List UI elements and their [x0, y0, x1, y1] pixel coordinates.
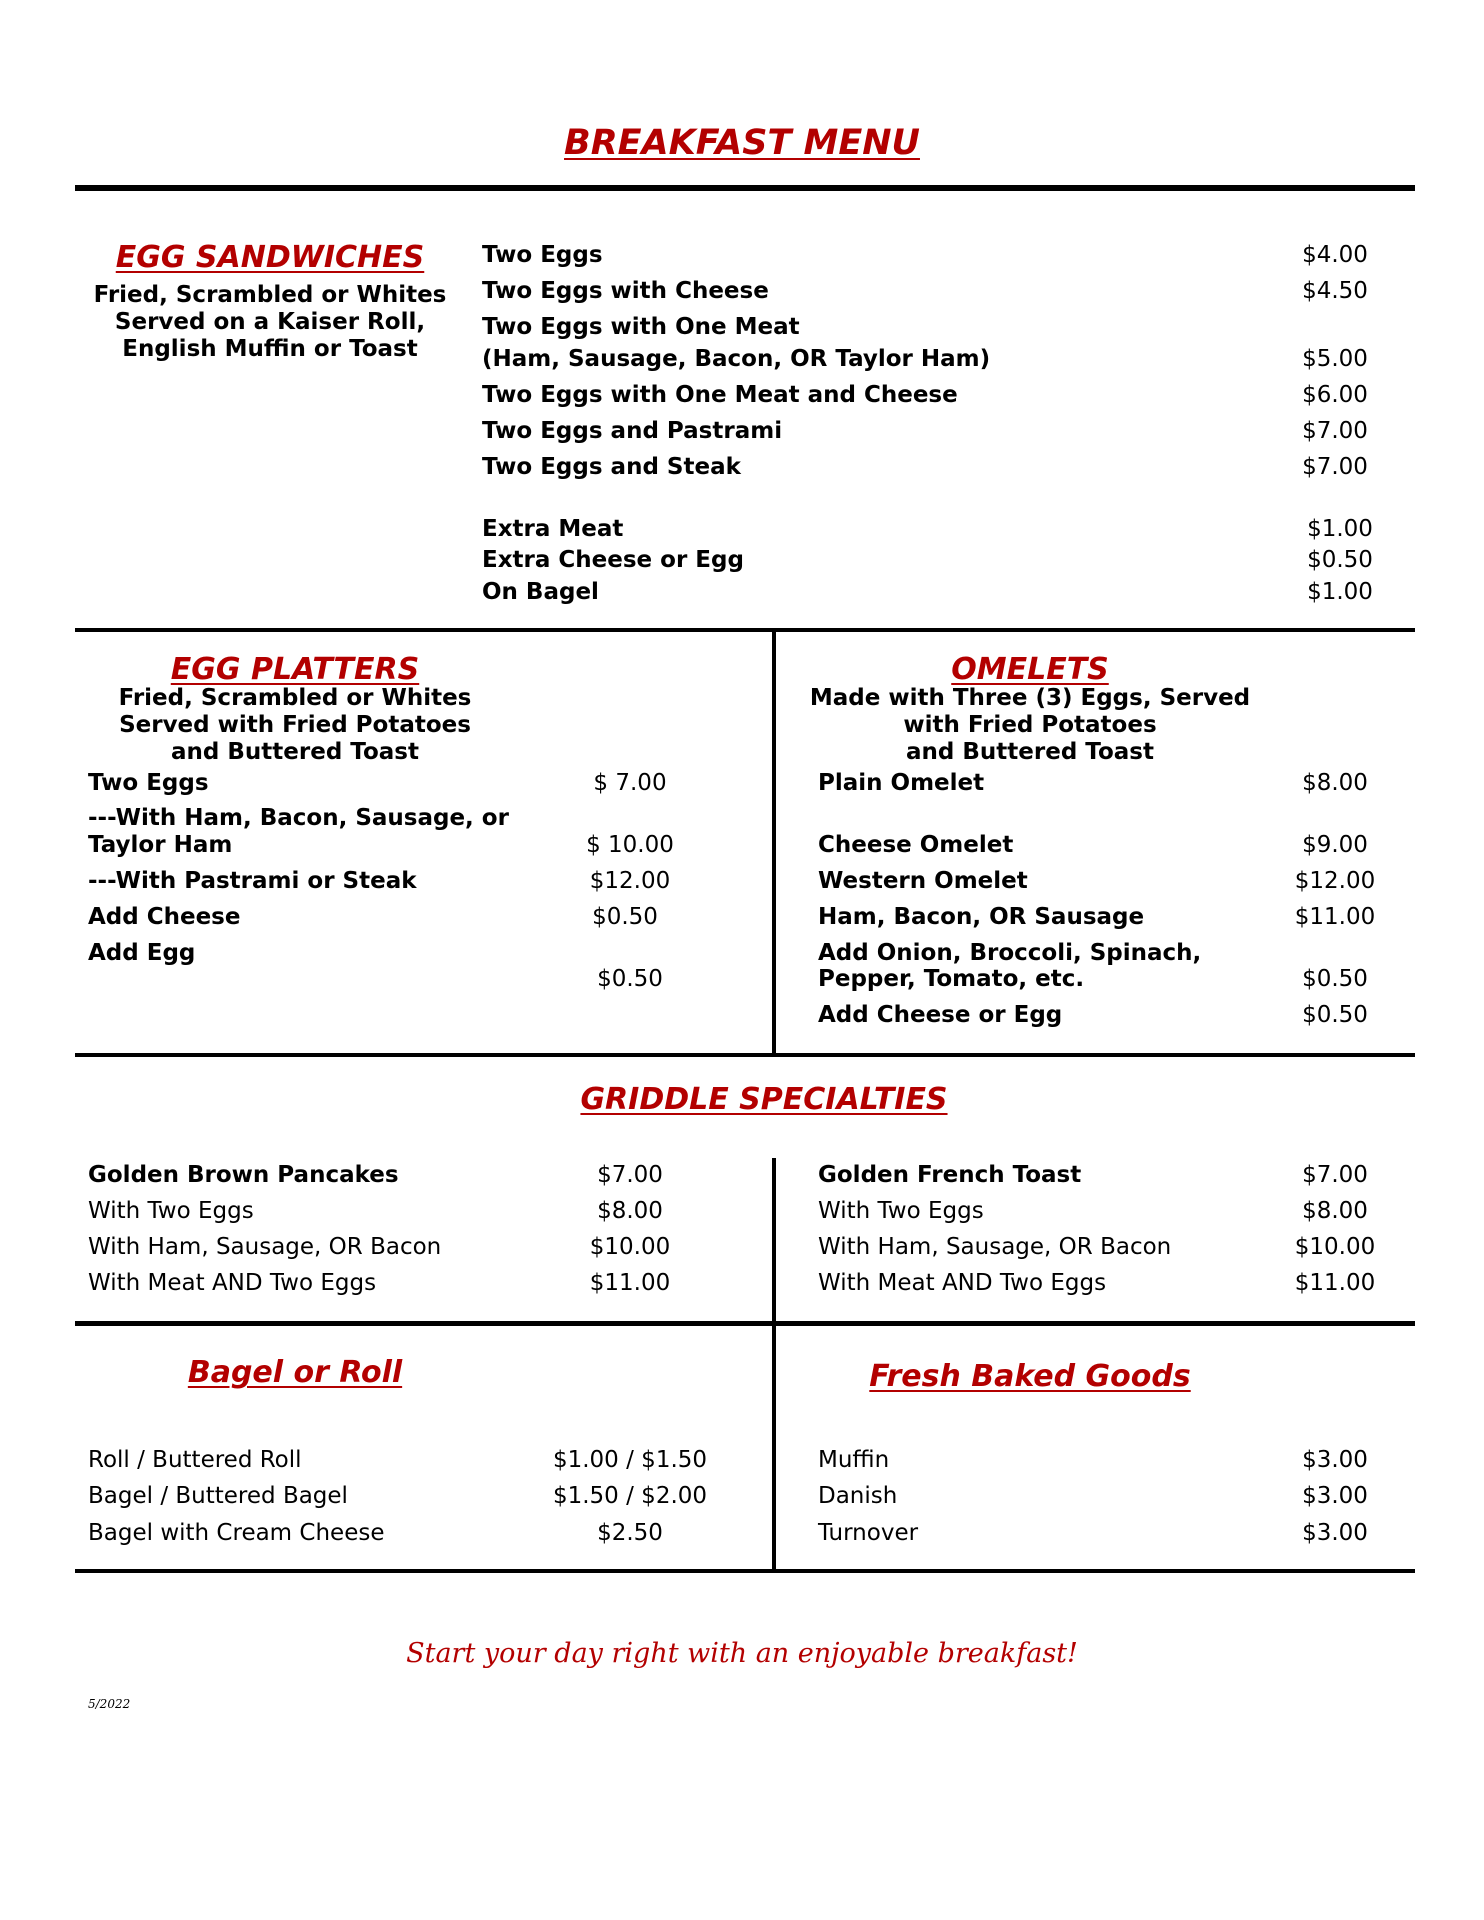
menu-price: $11.00	[589, 1270, 671, 1296]
extra-item: Extra Cheese or Egg	[482, 547, 744, 573]
menu-price: $0.50	[597, 966, 663, 992]
subtitle-line: and Buttered Toast	[171, 739, 419, 765]
menu-item: Golden Brown Pancakes	[88, 1162, 399, 1188]
griddle-title: GRIDDLE SPECIALTIES	[580, 1082, 948, 1117]
menu-item-detail: Taylor Ham	[88, 832, 233, 858]
menu-item: Roll / Buttered Roll	[88, 1447, 302, 1473]
menu-price: $4.50	[1302, 278, 1368, 304]
menu-item: Plain Omelet	[818, 770, 985, 796]
menu-item: With Ham, Sausage, OR Bacon	[818, 1234, 1172, 1260]
menu-price: $5.00	[1302, 346, 1368, 372]
egg-sandwiches-title: EGG SANDWICHES	[115, 240, 425, 275]
column-divider	[772, 1158, 776, 1570]
menu-date: 5/2022	[88, 1697, 131, 1711]
menu-price: $6.00	[1302, 382, 1368, 408]
menu-item: ---With Ham, Bacon, Sausage, or	[88, 805, 509, 831]
menu-item: Western Omelet	[818, 868, 1028, 894]
menu-item: With Ham, Sausage, OR Bacon	[88, 1234, 442, 1260]
menu-price: $11.00	[1294, 1270, 1376, 1296]
subtitle-line: with Fried Potatoes	[903, 712, 1157, 738]
menu-price: $8.00	[597, 1198, 663, 1224]
menu-item: Turnover	[818, 1520, 919, 1546]
menu-price: $1.00 / $1.50	[552, 1447, 708, 1473]
menu-item: Golden French Toast	[818, 1162, 1082, 1188]
menu-price: $7.00	[1302, 454, 1368, 480]
menu-price: $1.50 / $2.00	[552, 1483, 708, 1509]
subtitle-line: Served with Fried Potatoes	[119, 712, 471, 738]
top-rule	[75, 185, 1415, 191]
menu-price: $8.00	[1302, 1198, 1368, 1224]
menu-item: ---With Pastrami or Steak	[88, 868, 417, 894]
bottom-rule	[75, 1569, 1415, 1573]
menu-price: $7.00	[1302, 418, 1368, 444]
menu-item: Add Egg	[88, 940, 196, 966]
menu-item: Cheese Omelet	[818, 832, 1014, 858]
menu-item: Add Cheese	[88, 904, 241, 930]
extra-price: $1.00	[1307, 579, 1373, 605]
menu-price: $10.00	[589, 1234, 671, 1260]
bagel-roll-title: Bagel or Roll	[187, 1355, 403, 1390]
egg-sandwiches-subtitle	[80, 282, 460, 363]
egg-platters-title: EGG PLATTERS	[170, 652, 420, 687]
menu-item: Two Eggs	[88, 770, 209, 796]
menu-price: $0.50	[1302, 1002, 1368, 1028]
menu-item: Muffin	[818, 1447, 890, 1473]
menu-item: Two Eggs with One Meat	[482, 314, 800, 340]
menu-item: Two Eggs and Pastrami	[482, 418, 783, 444]
subtitle-line: Served on a Kaiser Roll,	[114, 309, 426, 335]
menu-price: $8.00	[1302, 770, 1368, 796]
menu-item: Bagel / Buttered Bagel	[88, 1483, 348, 1509]
menu-price: $4.00	[1302, 242, 1368, 268]
menu-price: $3.00	[1302, 1520, 1368, 1546]
menu-price: $11.00	[1294, 904, 1376, 930]
menu-price: $ 10.00	[586, 832, 674, 858]
baked-goods-title: Fresh Baked Goods	[869, 1359, 1191, 1394]
menu-item: Two Eggs and Steak	[482, 454, 741, 480]
menu-price: $7.00	[597, 1162, 663, 1188]
menu-item: With Two Eggs	[88, 1198, 254, 1224]
section-rule	[75, 1053, 1415, 1057]
menu-price: $12.00	[589, 868, 671, 894]
omelets-title: OMELETS	[951, 652, 1109, 687]
section-rule	[75, 628, 1415, 632]
subtitle-line: English Muffin or Toast	[122, 336, 418, 362]
egg-platters-subtitle	[95, 685, 495, 766]
menu-item: With Meat AND Two Eggs	[818, 1270, 1107, 1296]
omelets-subtitle	[800, 685, 1260, 766]
column-divider	[772, 628, 776, 1054]
subtitle-line: Fried, Scrambled or Whites	[118, 685, 472, 711]
menu-item: Ham, Bacon, OR Sausage	[818, 904, 1145, 930]
subtitle-line: Made with Three (3) Eggs, Served	[809, 685, 1251, 711]
menu-item: Two Eggs	[482, 242, 603, 268]
extra-price: $0.50	[1307, 547, 1373, 573]
extra-item: On Bagel	[482, 579, 599, 605]
menu-price: $3.00	[1302, 1447, 1368, 1473]
extra-item: Extra Meat	[482, 516, 624, 542]
menu-price: $3.00	[1302, 1483, 1368, 1509]
menu-item-detail: Pepper, Tomato, etc.	[818, 966, 1085, 992]
menu-price: $0.50	[1302, 966, 1368, 992]
menu-price: $9.00	[1302, 832, 1368, 858]
menu-item: Two Eggs with One Meat and Cheese	[482, 382, 958, 408]
subtitle-line: and Buttered Toast	[906, 739, 1154, 765]
menu-item: Danish	[818, 1483, 898, 1509]
tagline: Start your day right with an enjoyable breakfast!	[406, 1638, 1078, 1669]
menu-item: Two Eggs with Cheese	[482, 278, 769, 304]
subtitle-line: Fried, Scrambled or Whites	[93, 282, 447, 308]
menu-price: $7.00	[1302, 1162, 1368, 1188]
menu-price: $2.50	[597, 1520, 663, 1546]
menu-price: $12.00	[1294, 868, 1376, 894]
menu-item: With Meat AND Two Eggs	[88, 1270, 377, 1296]
menu-item: Add Cheese or Egg	[818, 1002, 1063, 1028]
menu-title: BREAKFAST MENU	[564, 123, 920, 163]
extra-price: $1.00	[1307, 516, 1373, 542]
menu-item: With Two Eggs	[818, 1198, 984, 1224]
menu-item: Bagel with Cream Cheese	[88, 1520, 385, 1546]
menu-price: $ 7.00	[593, 770, 667, 796]
section-rule	[75, 1321, 1415, 1326]
menu-price: $0.50	[592, 904, 658, 930]
menu-price: $10.00	[1294, 1234, 1376, 1260]
menu-item-detail: (Ham, Sausage, Bacon, OR Taylor Ham)	[482, 346, 991, 372]
menu-item: Add Onion, Broccoli, Spinach,	[818, 940, 1202, 966]
